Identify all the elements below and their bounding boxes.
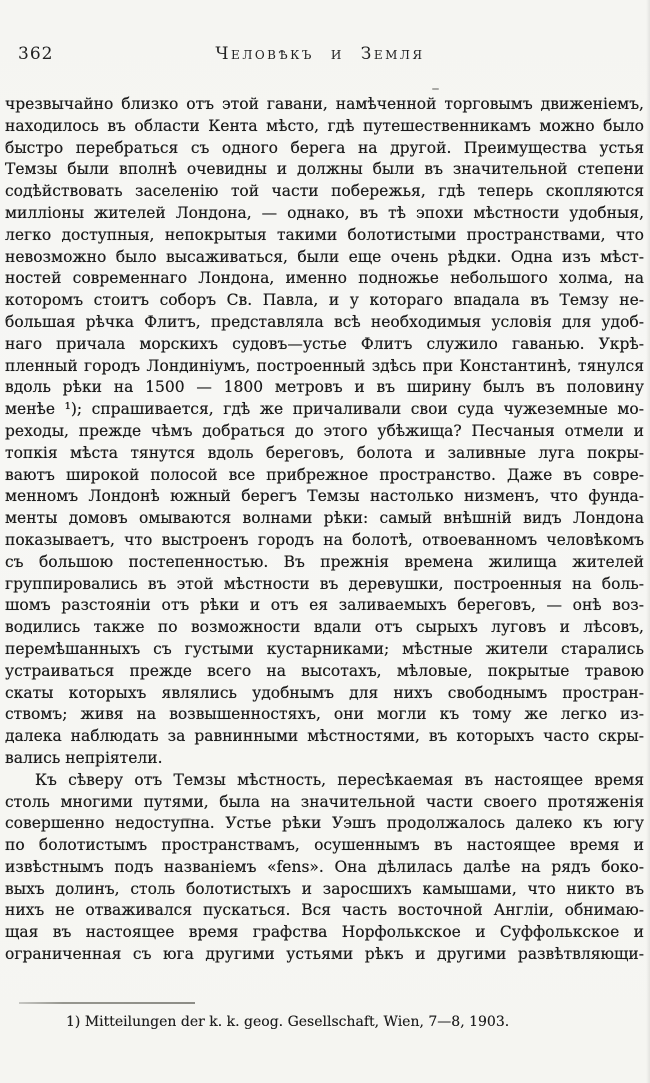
text-line: Къ сѣверу отъ Темзы мѣстность, пересѣкаемая въ настоящее время	[35, 770, 644, 789]
text-line: большая рѣчка Флитъ, представляла всѣ необходимыя условія для удоб-	[5, 312, 644, 331]
text-line: съ большою постепенностью. Въ прежнія времена жилища жителей	[5, 552, 644, 571]
text-line: содѣйствовать заселенію той части побережья, гдѣ теперь скопляются	[5, 182, 644, 201]
text-line: выхъ долинъ, столь болотистыхъ и заросшихъ камышами, что никто въ	[5, 879, 644, 898]
text-line: ограниченная съ юга другими устьями рѣкъ и другими развѣтвляющи-	[5, 945, 644, 964]
text-line: нихъ не отваживался пускаться. Вся часть восточной Англіи, обнимаю-	[5, 901, 644, 920]
text-line: столь многими путями, была на значительной части своего протяженія	[5, 792, 644, 811]
text-line: находилось въ области Кента мѣсто, гдѣ путешественникамъ можно было	[5, 116, 644, 135]
text-line: совершенно недоступна. Устье рѣки Уэшъ продолжалось далеко къ югу	[5, 814, 644, 833]
scan-artifact	[432, 88, 439, 90]
text-line: легко доступныя, непокрытыя такими болотистыми пространствами, что	[5, 225, 644, 244]
text-line: показываетъ, что выстроенъ городъ на болотѣ, отвоеванномъ человѣкомъ	[5, 530, 644, 549]
body-text	[5, 94, 644, 966]
footnote-text: 1) Mitteilungen der k. k. geog. Gesellschaft, Wien, 7—8, 1903.	[66, 1014, 510, 1030]
text-line: по болотистымъ пространствамъ, осушеннымъ въ настоящее время и	[5, 836, 644, 855]
text-line: реходы, прежде чѣмъ добраться до этого убѣжища? Песчаныя отмели и	[5, 421, 644, 440]
text-line: шомъ разстояніи отъ рѣки и отъ ея заливаемыхъ береговъ, — онѣ воз-	[5, 596, 644, 615]
scan-artifact	[182, 818, 191, 820]
text-line: ностей современнаго Лондона, именно подножье небольшого холма, на	[5, 269, 644, 288]
footnote-rule	[19, 1002, 195, 1004]
text-line: далека наблюдать за равнинными мѣстностями, въ которыхъ часто скры-	[5, 727, 644, 746]
text-line: менты домовъ омываются волнами рѣки: самый внѣшній видъ Лондона	[5, 509, 644, 528]
text-line: Темзы были вполнѣ очевидны и должны были въ значительной степени	[5, 160, 644, 179]
text-line: быстро перебраться съ одного берега на другой. Преимущества устья	[5, 138, 644, 157]
text-line: извѣстнымъ подъ названіемъ «fens». Она дѣлилась далѣе на рядъ боко-	[5, 857, 644, 876]
text-line: перемѣшанныхъ съ густыми кустарниками; мѣстные жители старались	[5, 639, 644, 658]
text-line: пленный городъ Лондиніумъ, построенный здѣсь при Константинѣ, тянулся	[5, 356, 644, 375]
running-title: Человѣкъ и Земля	[215, 44, 425, 64]
text-line: менѣе ¹); спрашивается, гдѣ же причаливали свои суда чужеземные мо-	[5, 400, 644, 419]
text-line: топкія мѣста тянутся вдоль береговъ, болота и заливные луга покры-	[5, 443, 644, 462]
text-line: вдоль рѣки на 1500 — 1800 метровъ и въ ширину былъ въ половину	[5, 378, 644, 397]
page-number: 362	[18, 44, 54, 64]
text-line: чрезвычайно близко отъ этой гавани, намѣченной торговымъ движеніемъ,	[5, 95, 644, 113]
scan-edge-shade	[646, 0, 650, 1083]
text-line: менномъ Лондонѣ южный берегъ Темзы настолько низменъ, что фунда-	[5, 487, 644, 506]
text-line: наго причала морскихъ судовъ—устье Флитъ служило гаванью. Укрѣ-	[5, 334, 644, 353]
text-line: щая въ настоящее время графства Норфолькское и Суффолькское и	[5, 923, 644, 942]
text-line: водились также по возможности вдали отъ сырыхъ луговъ и лѣсовъ,	[5, 618, 644, 637]
text-line: ваютъ широкой полосой все прибрежное пространство. Даже въ совре-	[5, 465, 644, 484]
text-line: группировались въ этой мѣстности въ деревушки, построенныя на боль-	[5, 574, 644, 593]
text-line: вались непріятели.	[5, 748, 163, 767]
text-line: скаты которыхъ являлись удобнымъ для нихъ свободнымъ простран-	[5, 683, 644, 702]
text-line: которомъ стоитъ соборъ Св. Павла, и у котораго впадала въ Темзу не-	[5, 291, 644, 310]
text-line: невозможно было высаживаться, были еще очень рѣдки. Одна изъ мѣст-	[5, 247, 644, 266]
text-line: милліоны жителей Лондона, — однако, въ тѣ эпохи мѣстности удобныя,	[5, 203, 644, 222]
text-line: ствомъ; живя на возвышенностяхъ, они могли къ тому же легко из-	[5, 705, 644, 724]
text-line: устраиваться прежде всего на высотахъ, мѣловые, покрытые травою	[5, 661, 644, 680]
